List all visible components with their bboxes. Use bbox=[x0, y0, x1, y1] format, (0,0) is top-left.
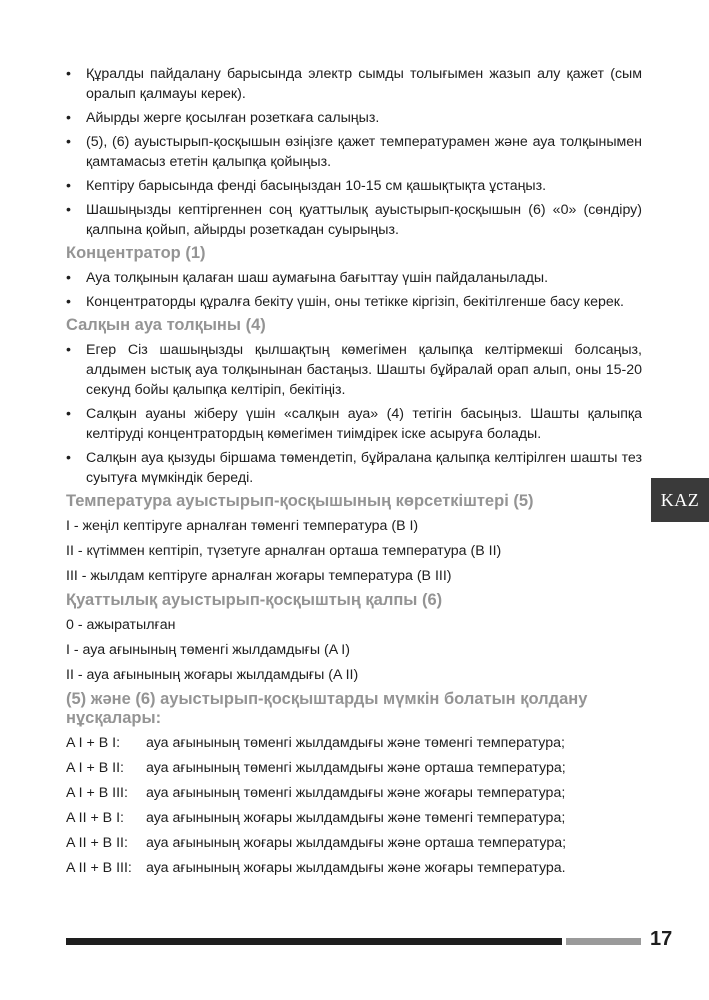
combination-code: A I + B III: bbox=[66, 785, 128, 801]
combination-row bbox=[66, 733, 642, 753]
concentrator-list bbox=[66, 268, 642, 312]
combination-text: ауа ағынының жоғары жылдамдығы және төменгі температура; bbox=[146, 810, 566, 826]
list-item: • Шашыңызды кептіргеннен соң қуаттылық ауыстырып-қосқышын (6) «0» (сөндіру) қалпына қойып, айырды розеткадан суырыңыз. bbox=[66, 200, 642, 240]
combination-code: A I + B II: bbox=[66, 760, 124, 776]
combination-code: A II + B II: bbox=[66, 835, 128, 851]
list-item: • (5), (6) ауыстырып-қосқышын өзіңізге қажет температурамен және ауа толқынымен қамтамасыз ететін қалыпқа қойыңыз. bbox=[66, 132, 642, 172]
temperature-line: I - жеңіл кептіруге арналған төменгі температура (B I) bbox=[66, 518, 419, 534]
list-item: • Салқын ауа қызуды біршама төмендетіп, бұйралана қалыпқа келтірілген шашты тез суытуға мүмкіндік береді. bbox=[66, 448, 642, 488]
temperature-line: III - жылдам кептіруге арналған жоғары температура (B III) bbox=[66, 568, 452, 584]
list-item: • Құралды пайдалану барысында электр сымды толығымен жазып алу қажет (сым оралып қалмауы керек). bbox=[66, 64, 642, 104]
combination-code: A II + B I: bbox=[66, 810, 124, 826]
combination-row bbox=[66, 833, 642, 853]
section-heading-temperature: Температура ауыстырып-қосқышының көрсеткіштері (5) bbox=[66, 492, 534, 510]
combination-text: ауа ағынының жоғары жылдамдығы және орташа температура; bbox=[146, 835, 567, 851]
list-item: • Концентраторды құралға бекіту үшін, оны тетікке кіргізіп, бекітілгенше басу керек. bbox=[66, 292, 642, 312]
combination-row bbox=[66, 758, 642, 778]
combination-row bbox=[66, 808, 642, 828]
list-item: • Кептіру барысында фенді басыңыздан 10-15 см қашықтықта ұстаңыз. bbox=[66, 176, 642, 196]
list-item: • Салқын ауаны жіберу үшін «салқын ауа» (4) тетігін басыңыз. Шашты қалыпқа келтіруді концентратордың көмегімен тиімдірек іске асыруға болады. bbox=[66, 404, 642, 444]
combination-text: ауа ағынының жоғары жылдамдығы және жоғары температура. bbox=[146, 860, 566, 876]
intro-list bbox=[66, 64, 642, 240]
combination-code: A II + B III: bbox=[66, 860, 132, 876]
combination-text: ауа ағынының төменгі жылдамдығы және жоғары температура; bbox=[146, 785, 566, 801]
power-line: 0 - ажыратылған bbox=[66, 617, 176, 633]
section-heading-combinations: (5) және (6) ауыстырып-қосқыштарды мүмкін болатын қолдану нұсқалары: bbox=[66, 690, 588, 727]
language-tab: KAZ bbox=[651, 478, 709, 522]
footer-rule-dark bbox=[66, 938, 562, 945]
page-number: 17 bbox=[650, 928, 673, 950]
page-content bbox=[66, 64, 642, 883]
list-item: • Ауа толқынын қалаған шаш аумағына бағыттау үшін пайдаланылады. bbox=[66, 268, 642, 288]
power-line: I - ауа ағынының төменгі жылдамдығы (A I) bbox=[66, 642, 350, 658]
combination-code: A I + B I: bbox=[66, 735, 121, 751]
combination-text: ауа ағынының төменгі жылдамдығы және орташа температура; bbox=[146, 760, 566, 776]
cold-air-list bbox=[66, 340, 642, 488]
power-line: II - ауа ағынының жоғары жылдамдығы (A II) bbox=[66, 667, 359, 683]
list-item: • Айырды жерге қосылған розеткаға салыңыз. bbox=[66, 108, 642, 128]
section-heading-cold-air: Салқын ауа толқыны (4) bbox=[66, 316, 266, 334]
combination-text: ауа ағынының төменгі жылдамдығы және төменгі температура; bbox=[146, 735, 565, 751]
temperature-line: II - күтіммен кептіріп, түзетуге арналған орташа температура (B II) bbox=[66, 543, 502, 559]
footer-rule-gray bbox=[566, 938, 641, 945]
list-item: • Егер Сіз шашыңызды қылшақтың көмегімен қалыпқа келтірмекші болсаңыз, алдымен ыстық ауа толқынынан бастаңыз. Шашты бұйралай орап алып, оны 15-20 секунд бойы қалыпқа келтіріп, бекітіңіз. bbox=[66, 340, 642, 400]
combination-row bbox=[66, 858, 642, 878]
combination-row bbox=[66, 783, 642, 803]
section-heading-power: Қуаттылық ауыстырып-қосқыштың қалпы (6) bbox=[66, 591, 443, 609]
section-heading-concentrator: Концентратор (1) bbox=[66, 244, 206, 262]
